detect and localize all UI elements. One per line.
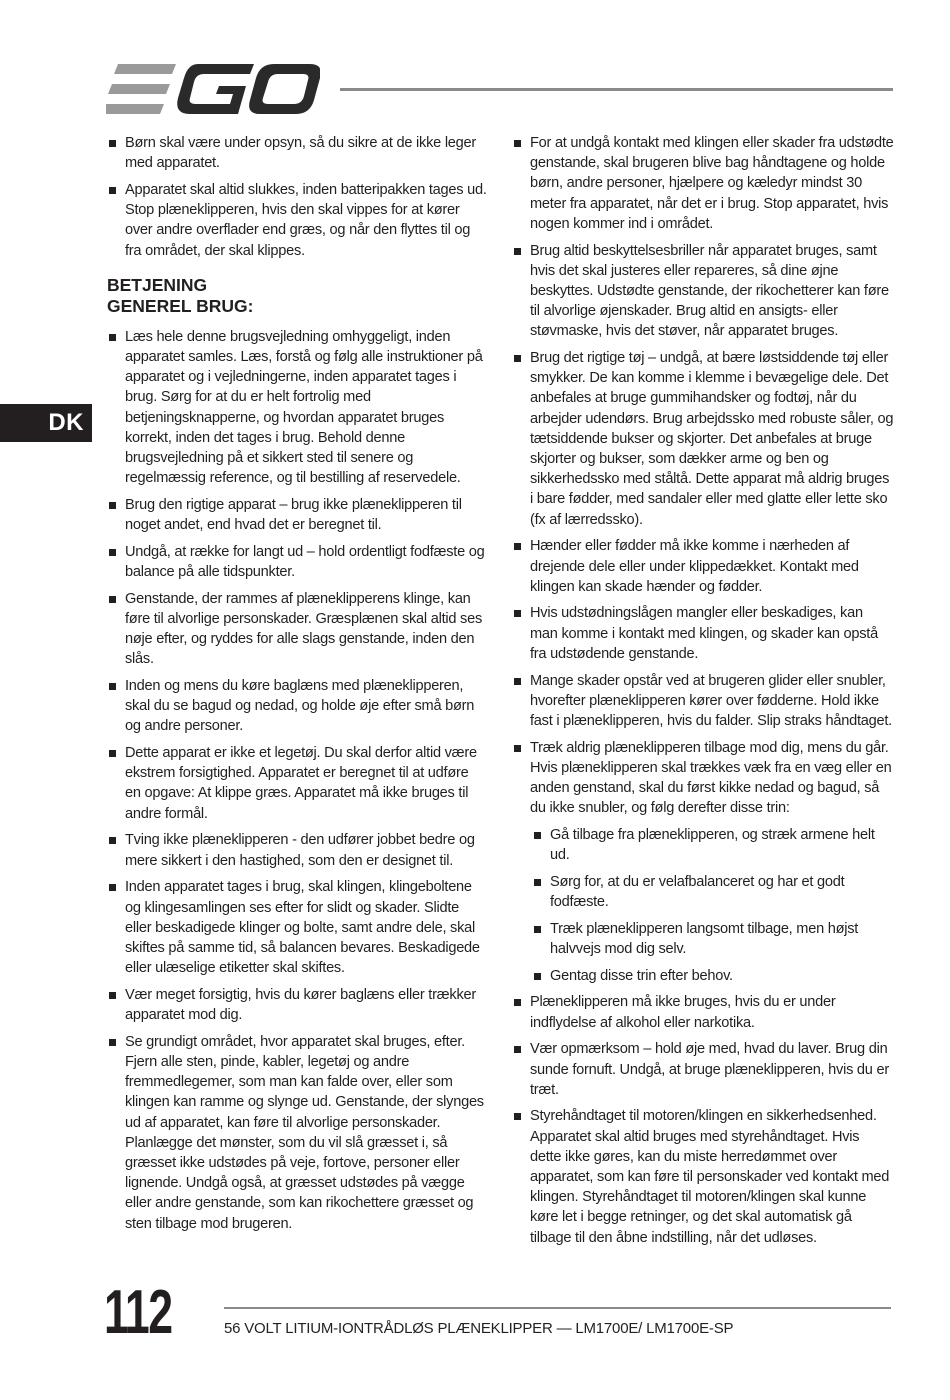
list-item: Vær opmærksom – hold øje med, hvad du laver. Brug din sunde fornuft. Undgå, at bruge plæneklipperen, hvis du er træt. [512,1039,894,1100]
list-item: Børn skal være under opsyn, så du sikre at de ikke leger med apparatet. [107,133,487,173]
list-item: Plæneklipperen må ikke bruges, hvis du er under indflydelse af alkohol eller narkotika. [512,992,894,1032]
list-item: Vær meget forsigtig, hvis du kører baglæns eller trækker apparatet mod dig. [107,985,487,1025]
page-number: 112 [104,1278,172,1347]
list-item: For at undgå kontakt med klingen eller skader fra udstødte genstande, skal brugeren blive bag håndtagene og holde børn, andre personer, hjælpere og kæledyr mindst 30 meter fra apparatet, når det er i brug. Stop apparatet, hvis nogen kommer ind i området. [512,133,894,234]
heading-line-1: BETJENING [107,274,208,295]
sub-list-item: Gå tilbage fra plæneklipperen, og stræk armene helt ud. [512,825,894,865]
list-item: Brug det rigtige tøj – undgå, at bære løstsiddende tøj eller smykker. De kan komme i klemme i bevægelige dele. Det anbefales at bruge gummihandsker og fodtøj, når du arbejder udendørs. Brug arbejdssko med robuste såler, og tætsiddende bukser og skjorter. Det anbefales at bruge skjorter og bukser, som dækker arme og ben og sikkerhedssko med ståltå. Dette apparat må aldrig bruges i bare fødder, med sandaler eller med glatte eller lette sko (fx af lærredssko). [512,348,894,530]
list-item: Dette apparat er ikke et legetøj. Du skal derfor altid være ekstrem forsigtighed. Apparatet er beregnet til at udføre en opgave: At klippe græs. Apparatet må ikke bruges til andre formål. [107,743,487,824]
list-item: Styrehåndtaget til motoren/klingen en sikkerhedsenhed. Apparatet skal altid bruges med styrehåndtaget. Hvis dette ikke gøres, kan du miste herredømmet over apparatet, som kan føre til personskader ved kontakt med klingen. Styrehåndtaget til motoren/klingen skal kunne køre let i begge retninger, og det skal automatisk gå tilbage til den åbne indstilling, når det udløses. [512,1106,894,1247]
sub-list-item: Sørg for, at du er velafbalanceret og har et godt fodfæste. [512,872,894,912]
sub-list-item: Træk plæneklipperen langsomt tilbage, men højst halvvejs mod dig selv. [512,919,894,959]
list-item: Apparatet skal altid slukkes, inden batteripakken tages ud. Stop plæneklipperen, hvis den skal vippes for at kører over andre overflader end græs, og når den flyttes til og fra området, der skal klippes. [107,180,487,261]
section-heading [107,275,487,317]
sub-list-item: Gentag disse trin efter behov. [512,966,894,986]
right-column [512,133,894,1254]
list-item: Brug den rigtige apparat – brug ikke plæneklipperen til noget andet, end hvad det er beregnet til. [107,495,487,535]
ego-logo [106,64,320,114]
list-item: Undgå, at række for langt ud – hold ordentligt fodfæste og balance på alle tidspunkter. [107,542,487,582]
list-item: Tving ikke plæneklipperen - den udfører jobbet bedre og mere sikkert i den hastighed, som den er designet til. [107,830,487,870]
language-tab: DK [0,404,92,442]
list-item: Hænder eller fødder må ikke komme i nærheden af drejende dele eller under klippedækket. Kontakt med klingen kan skade hænder og fødder. [512,536,894,597]
footer-title: 56 VOLT LITIUM-IONTRÅDLØS PLÆNEKLIPPER — LM1700E/ LM1700E-SP [224,1320,734,1337]
list-item: Træk aldrig plæneklipperen tilbage mod dig, mens du går. Hvis plæneklipperen skal trækkes væk fra en væg eller en anden genstand, skal du først kikke nedad og bagud, så du ikke snubler, og følg derefter disse trin: [512,738,894,819]
list-item: Mange skader opstår ved at brugeren glider eller snubler, hvorefter plæneklipperen kører over fødderne. Hold ikke fast i plæneklipperen, hvis du falder. Slip straks håndtaget. [512,671,894,732]
list-item: Genstande, der rammes af plæneklipperens klinge, kan føre til alvorlige personskader. Græsplænen skal altid ses nøje efter, og ryddes for alle slags genstande, inden den slås. [107,589,487,670]
list-item: Se grundigt området, hvor apparatet skal bruges, efter. Fjern alle sten, pinde, kabler, legetøj og andre fremmedlegemer, som man kan falde over, eller som klingen kan ramme og slynge ud. Genstande, der slynges ud af apparatet, kan føre til alvorlige personskader. Planlægge det mønster, som du vil slå græsset i, så græsset ikke udstødes på veje, fortove, personer eller lignende. Undgå også, at græsset udstødes på vægge eller andre genstande, som kan rikochettere græsset og sten tilbage mod brugeren. [107,1032,487,1234]
list-item: Brug altid beskyttelsesbriller når apparatet bruges, samt hvis det skal justeres eller repareres, så dine øjne beskyttes. Udstødte genstande, der rikochetterer kan føre til alvorlige øjenskader. Brug altid en ansigts- eller støvmaske, hvis det støver, når apparatet bruges. [512,241,894,342]
list-item: Læs hele denne brugsvejledning omhyggeligt, inden apparatet samles. Læs, forstå og følg alle instruktioner på apparatet og i vejledningerne, inden apparatet tages i brug. Sørg for at du er helt fortrolig med betjeningsknapperne, og hvordan apparatet bruges korrekt, inden det tages i brug. Behold denne brugsvejledning på et sikkert sted til senere og regelmæssig reference, og til bestilling af reservedele. [107,327,487,489]
header-rule [340,88,893,91]
footer-rule [224,1307,891,1309]
heading-line-2: GENEREL BRUG: [107,295,254,316]
list-item: Inden apparatet tages i brug, skal klingen, klingeboltene og klingesamlingen ses efter for slidt og skader. Slidte eller beskadigede klinger og bolte, samt andre dele, skal skiftes på samme tid, så balancen bevares. Beskadigede eller ulæselige etiketter skal skiftes. [107,877,487,978]
list-item: Inden og mens du køre baglæns med plæneklipperen, skal du se bagud og nedad, og holde øje efter små børn og andre personer. [107,676,487,737]
left-column [107,133,487,1240]
list-item: Hvis udstødningslågen mangler eller beskadiges, kan man komme i kontakt med klingen, og skader kan opstå fra udstødende genstande. [512,603,894,664]
